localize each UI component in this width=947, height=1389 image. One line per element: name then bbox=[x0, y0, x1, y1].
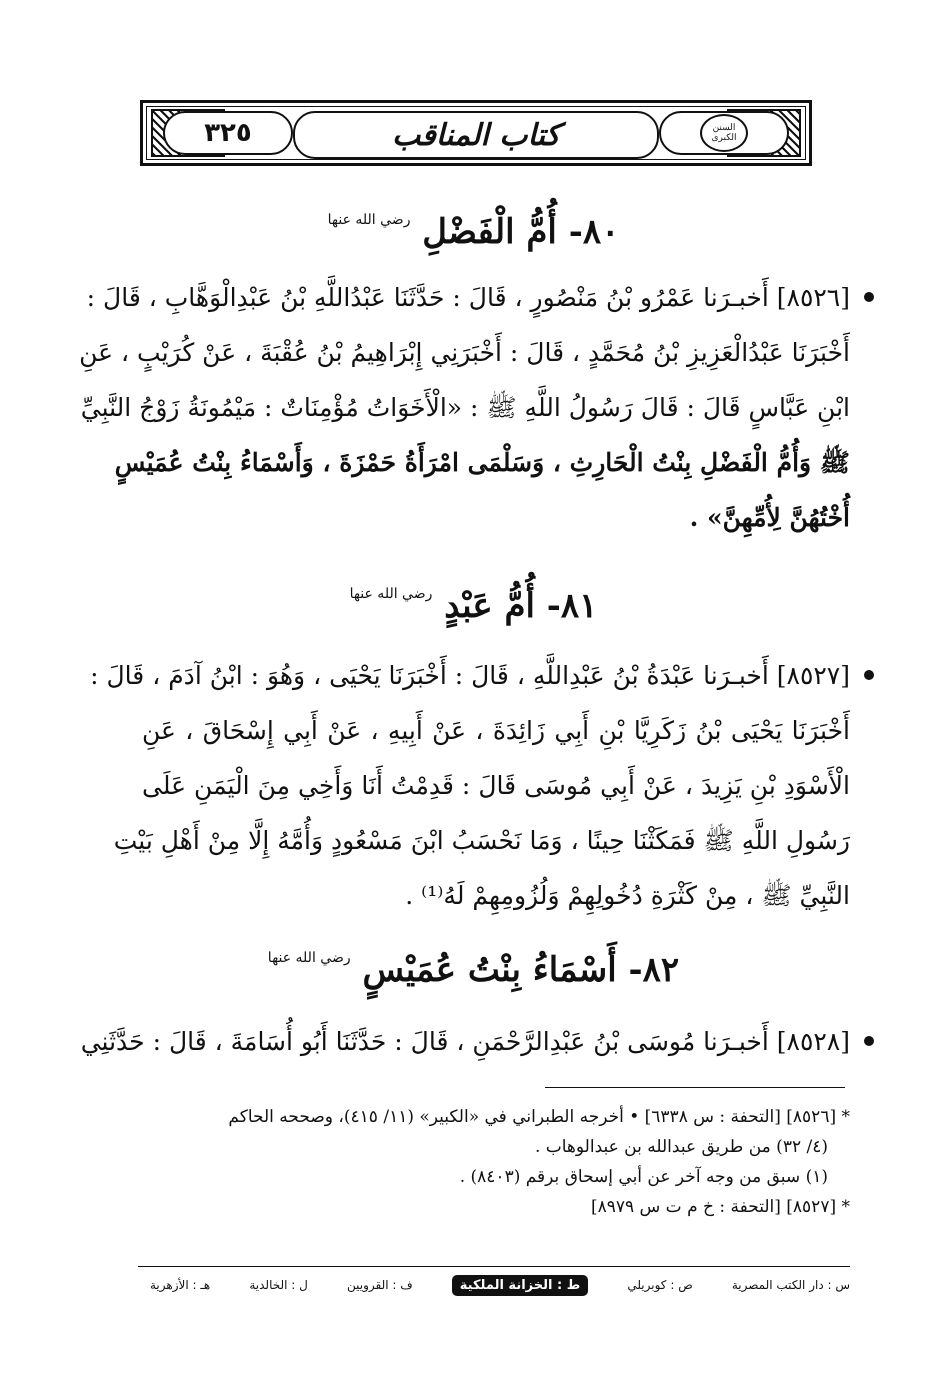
text-line: النَّبِيِّ ﷺ ، مِنْ كَثْرَةِ دُخُولِهِمْ وَلُزُومِهِمْ لَهُ⁽¹⁾ . bbox=[405, 881, 850, 910]
hadith-8527 bbox=[90, 648, 850, 923]
page-number: ٣٢٥ bbox=[204, 118, 252, 148]
text-line: أُخْتُهُنَّ لِأُمِّهِنَّ» . bbox=[689, 503, 850, 532]
bullet-icon bbox=[864, 1036, 874, 1046]
bullet-icon bbox=[864, 292, 874, 302]
text-line: [٨٥٢٦] أَخبـرَنا عَمْرُو بْنُ مَنْصُورٍ ، قَالَ : حَدَّثَنَا عَبْدُاللَّهِ بْنُ عَبْدِالْوَهَّابِ ، قَالَ : bbox=[86, 283, 850, 312]
text-line: أَخْبَرَنَا عَبْدُالْعَزِيزِ بْنُ مُحَمَّدٍ ، قَالَ : أَخْبَرَنِي إِبْرَاهِيمُ بْنُ عُقْبَةَ ، عَنْ كُرَيْبٍ ، عَنِ bbox=[79, 338, 850, 367]
section-title-81 bbox=[0, 586, 947, 626]
book-emblem bbox=[700, 114, 748, 152]
book-title: كتاب المناقب bbox=[392, 117, 560, 153]
section-title-text: ٨٢- أَسْمَاءُ بِنْتُ عُمَيْسٍ bbox=[362, 950, 680, 990]
bullet-icon bbox=[864, 670, 874, 680]
footnote-line: (١) سبق من وجه آخر عن أبي إسحاق برقم (٨٤٠٣) . bbox=[459, 1167, 828, 1187]
text-line: [٨٥٢٨] أَخبـرَنا مُوسَى بْنُ عَبْدِالرَّحْمَنِ ، قَالَ : حَدَّثَنَا أَبُو أُسَامَةَ ، قَالَ : حَدَّثَنِي bbox=[80, 1027, 850, 1056]
book-title-box bbox=[293, 111, 659, 159]
section-title-80 bbox=[0, 212, 947, 252]
honorific: رضي الله عنها bbox=[327, 212, 411, 228]
page-number-box bbox=[163, 111, 293, 155]
footnote-separator bbox=[545, 1087, 845, 1088]
text-line: [٨٥٢٧] أَخبـرَنا عَبْدَةُ بْنُ عَبْدِاللَّهِ ، قَالَ : أَخْبَرَنَا يَحْيَى ، وَهُوَ : ابْنُ آدَمَ ، قَالَ : bbox=[90, 661, 850, 690]
hadith-8526 bbox=[79, 270, 850, 545]
siglum: س : دار الكتب المصرية bbox=[731, 1278, 850, 1292]
siglum: ص : كوبريلي bbox=[627, 1278, 693, 1292]
page-header bbox=[140, 100, 812, 166]
hadith-8528 bbox=[80, 1014, 850, 1069]
siglum-highlighted: ط : الخزانة الملكية bbox=[452, 1275, 588, 1296]
honorific: رضي الله عنها bbox=[267, 950, 351, 966]
book-emblem-text: السنن الكبرى bbox=[711, 123, 737, 143]
text-line: ﷺ وَأُمُّ الْفَضْلِ بِنْتُ الْحَارِثِ ، وَسَلْمَى امْرَأَةُ حَمْزَةَ ، وَأَسْمَاءُ بِنْتُ عُمَيْسٍ bbox=[114, 448, 850, 477]
bottom-separator bbox=[138, 1266, 850, 1267]
text-line: ابْنِ عَبَّاسٍ قَالَ : قَالَ رَسُولُ اللَّهِ ﷺ : «الْأَخَوَاتُ مُؤْمِنَاتٌ : مَيْمُونَةُ زَوْجُ النَّبِيِّ bbox=[80, 393, 850, 422]
text-line: الْأَسْوَدِ بْنِ يَزِيدَ ، عَنْ أَبِي مُوسَى قَالَ : قَدِمْتُ أَنَا وَأَخِي مِنَ الْيَمَنِ عَلَى bbox=[142, 771, 850, 800]
section-title-82 bbox=[0, 950, 947, 990]
siglum: ف : القرويين bbox=[346, 1278, 413, 1292]
section-title-text: ٨٠- أُمُّ الْفَضْلِ bbox=[422, 212, 620, 252]
section-title-text: ٨١- أُمُّ عَبْدٍ bbox=[444, 586, 598, 626]
footnotes bbox=[138, 1102, 850, 1222]
text-line: أَخْبَرَنَا يَحْيَى بْنُ زَكَرِيَّا بْنِ أَبِي زَائِدَةَ ، عَنْ أَبِيهِ ، عَنْ أَبِي إِسْحَاقَ ، عَنِ bbox=[142, 716, 850, 745]
footnote-line: * [٨٥٢٦] [التحفة : س ٦٣٣٨] • أخرجه الطبراني في «الكبير» (١١/ ٤١٥)، وصححه الحاكم bbox=[228, 1107, 850, 1127]
text-line: رَسُولِ اللَّهِ ﷺ فَمَكَثْنَا حِينًا ، وَمَا نَحْسَبُ ابْنَ مَسْعُودٍ وَأُمَّهُ إِلَّا مِنْ أَهْلِ بَيْتِ bbox=[113, 826, 850, 855]
footnote-line: * [٨٥٢٧] [التحفة : خ م ت س ٨٩٧٩] bbox=[590, 1197, 850, 1217]
manuscript-sigla bbox=[150, 1271, 850, 1299]
siglum: هـ : الأزهرية bbox=[150, 1278, 211, 1292]
honorific: رضي الله عنها bbox=[349, 586, 433, 602]
siglum: ل : الخالدية bbox=[249, 1278, 308, 1292]
footnote-line: (٤/ ٣٢) من طريق عبدالله بن عبدالوهاب . bbox=[534, 1137, 828, 1157]
emblem-box bbox=[659, 111, 789, 155]
